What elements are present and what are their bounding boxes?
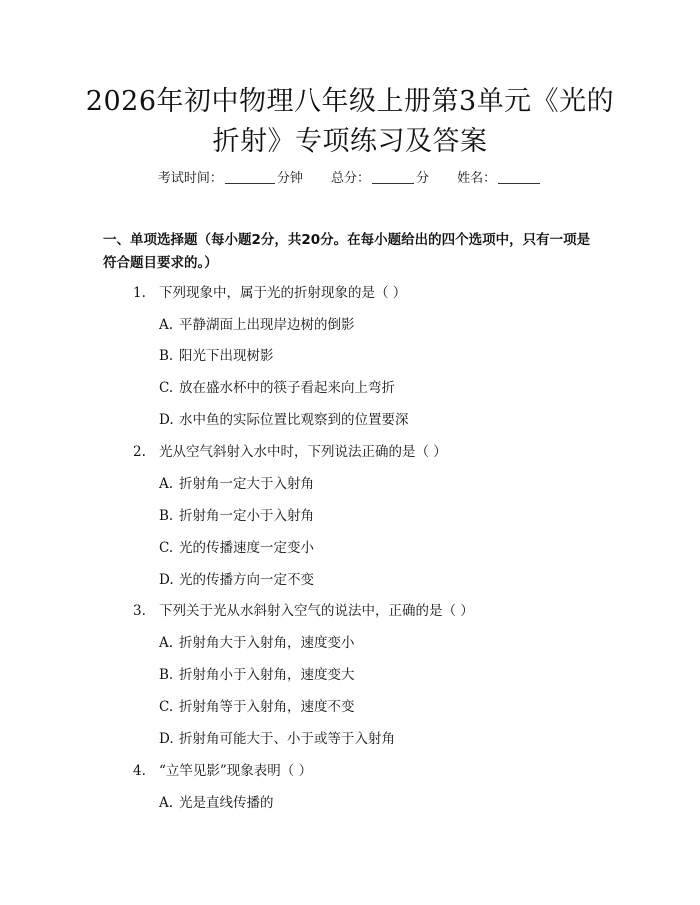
- option-label: D.: [159, 572, 174, 588]
- question-4-option-a: [159, 793, 274, 813]
- option-text: 折射角一定大于入射角: [179, 476, 314, 492]
- question-3-option-d: [159, 729, 395, 749]
- question-number: 1.: [133, 285, 146, 301]
- exam-time-unit: 分钟: [276, 171, 303, 186]
- question-number: 4.: [133, 763, 146, 779]
- exam-info: [0, 169, 700, 189]
- question-1-option-a: [159, 315, 355, 335]
- question-3-option-c: [159, 697, 355, 717]
- exam-time-blank: [225, 169, 275, 184]
- total-score-unit: 分: [416, 171, 430, 186]
- question-number: 2.: [133, 444, 146, 460]
- option-text: 折射角一定小于入射角: [179, 508, 314, 524]
- student-name: [457, 171, 542, 186]
- question-1-option-b: [159, 346, 274, 366]
- question-3-option-b: [159, 665, 355, 685]
- option-text: 平静湖面上出现岸边树的倒影: [179, 317, 355, 333]
- student-name-blank: [498, 169, 540, 184]
- question-1: [133, 283, 406, 303]
- option-text: 光的传播速度一定变小: [179, 540, 314, 556]
- question-4: [133, 761, 312, 781]
- option-text: 折射角等于入射角，速度不变: [179, 699, 355, 715]
- question-1-option-d: [159, 410, 409, 430]
- question-2-option-b: [159, 506, 314, 526]
- total-score: [331, 171, 429, 186]
- option-text: 光的传播方向一定不变: [179, 572, 314, 588]
- question-2-option-c: [159, 538, 314, 558]
- option-text: 折射角大于入射角，速度变小: [179, 635, 355, 651]
- option-label: A.: [159, 476, 174, 492]
- option-text: 放在盛水杯中的筷子看起来向上弯折: [179, 380, 395, 396]
- question-1-option-c: [159, 378, 395, 398]
- option-label: C.: [159, 380, 174, 396]
- option-label: B.: [159, 508, 174, 524]
- option-label: D.: [159, 731, 174, 747]
- total-score-label: 总分：: [330, 171, 370, 186]
- question-stem: “立竿见影”现象表明（ ）: [159, 763, 313, 779]
- question-2-option-d: [159, 570, 314, 590]
- exam-time: [158, 171, 303, 186]
- option-label: A.: [159, 635, 174, 651]
- exam-time-label: 考试时间：: [157, 171, 223, 186]
- student-name-label: 姓名：: [457, 171, 497, 186]
- question-3-option-a: [159, 633, 355, 653]
- option-text: 折射角可能大于、小于或等于入射角: [179, 731, 395, 747]
- option-label: B.: [159, 348, 174, 364]
- question-2: [133, 442, 447, 462]
- option-label: A.: [159, 317, 174, 333]
- question-number: 3.: [133, 603, 146, 619]
- title-line-1: 2026年初中物理八年级上册第3单元《光的: [85, 86, 615, 117]
- option-text: 水中鱼的实际位置比观察到的位置要深: [179, 412, 409, 428]
- option-label: C.: [159, 540, 174, 556]
- option-text: 折射角小于入射角，速度变大: [179, 667, 355, 683]
- total-score-blank: [372, 169, 414, 184]
- option-label: D.: [159, 412, 174, 428]
- question-stem: 下列现象中，属于光的折射现象的是（ ）: [159, 285, 407, 301]
- option-label: A.: [159, 795, 174, 811]
- option-text: 光是直线传播的: [179, 795, 274, 811]
- question-stem: 下列关于光从水斜射入空气的说法中，正确的是（ ）: [159, 603, 474, 619]
- option-label: C.: [159, 699, 174, 715]
- option-text: 阳光下出现树影: [179, 348, 274, 364]
- document-title: [60, 82, 640, 162]
- option-label: B.: [159, 667, 174, 683]
- question-2-option-a: [159, 474, 314, 494]
- question-stem: 光从空气斜射入水中时，下列说法正确的是（ ）: [159, 444, 447, 460]
- question-3: [133, 601, 474, 621]
- title-line-2: 折射》专项练习及答案: [212, 126, 488, 157]
- section-heading: 一、单项选择题（每小题2分，共20分。在每小题给出的四个选项中，只有一项是符合题目要求的。）: [103, 232, 591, 271]
